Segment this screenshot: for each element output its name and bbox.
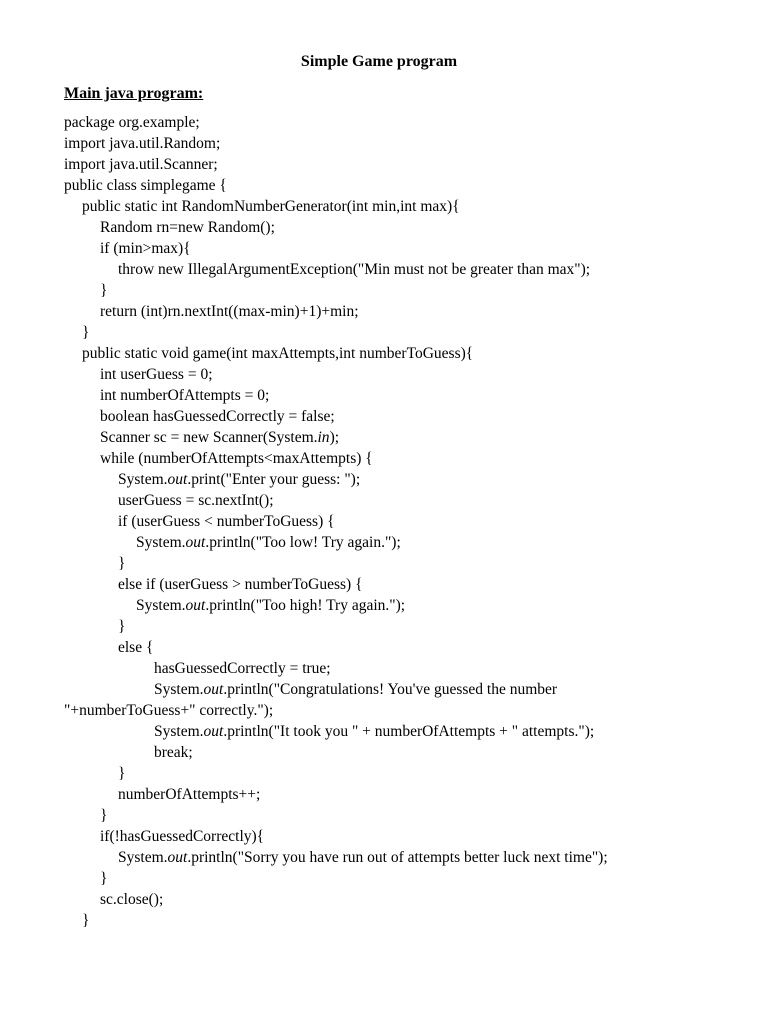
code-segment: if (userGuess < numberToGuess) { [118,513,335,530]
code-line [64,301,754,322]
code-segment: System. [154,723,204,740]
code-line [64,742,754,763]
document-title: Simple Game program [300,53,458,70]
code-line [64,826,754,847]
code-line [64,217,754,238]
code-segment: Scanner sc = new Scanner(System. [100,429,318,446]
code-line [64,658,754,679]
code-segment: sc.close(); [100,891,164,908]
code-segment: .println("Congratulations! You've guessed the number [223,681,558,698]
code-italic-segment: out [185,534,206,551]
code-segment: while (numberOfAttempts<maxAttempts) { [100,450,373,467]
code-line [64,784,754,805]
code-segment: return (int)rn.nextInt((max-min)+1)+min; [100,303,359,320]
code-segment: userGuess = sc.nextInt(); [118,492,274,509]
code-segment: import java.util.Scanner; [64,156,218,173]
code-line [64,679,754,700]
code-italic-segment: out [185,597,206,614]
code-segment: } [82,912,90,929]
code-segment: } [100,870,108,887]
code-segment: boolean hasGuessedCorrectly = false; [100,408,335,425]
code-block [64,112,754,931]
code-line [64,427,754,448]
code-line [64,385,754,406]
code-segment: import java.util.Random; [64,135,221,152]
code-line [64,700,754,721]
code-segment: System. [118,849,168,866]
code-italic-segment: out [203,723,224,740]
code-segment: } [118,618,126,635]
code-line [64,595,754,616]
code-line [64,490,754,511]
code-line [64,175,754,196]
code-segment: if(!hasGuessedCorrectly){ [100,828,265,845]
code-line [64,133,754,154]
code-line [64,406,754,427]
code-segment: .println("Sorry you have run out of attempts better luck next time"); [187,849,608,866]
code-segment: } [118,555,126,572]
code-segment: } [118,765,126,782]
code-segment: "+numberToGuess+" correctly."); [64,702,274,719]
code-line [64,511,754,532]
section-heading: Main java program: [64,85,204,102]
code-segment: numberOfAttempts++; [118,786,261,803]
code-line [64,364,754,385]
code-italic-segment: out [203,681,224,698]
code-italic-segment: out [167,849,188,866]
code-line [64,448,754,469]
code-segment: public static void game(int maxAttempts,int numberToGuess){ [82,345,474,362]
code-segment: .println("Too high! Try again."); [205,597,406,614]
code-segment: int numberOfAttempts = 0; [100,387,270,404]
code-line [64,238,754,259]
code-line [64,469,754,490]
code-segment: } [100,807,108,824]
code-line [64,721,754,742]
code-italic-segment: out [167,471,188,488]
code-line [64,910,754,931]
code-line [64,574,754,595]
code-segment: package org.example; [64,114,200,131]
code-segment: hasGuessedCorrectly = true; [154,660,331,677]
code-line [64,532,754,553]
code-line [64,154,754,175]
code-line [64,805,754,826]
code-line [64,847,754,868]
code-line [64,322,754,343]
code-segment: .print("Enter your guess: "); [187,471,361,488]
code-segment: System. [136,534,186,551]
code-segment: break; [154,744,193,761]
code-line [64,259,754,280]
code-line [64,343,754,364]
code-line [64,280,754,301]
code-segment: int userGuess = 0; [100,366,213,383]
code-segment: else { [118,639,154,656]
code-line [64,889,754,910]
code-segment: } [100,282,108,299]
code-line [64,112,754,133]
code-line [64,868,754,889]
code-segment: .println("Too low! Try again."); [205,534,401,551]
code-line [64,196,754,217]
code-line [64,553,754,574]
code-segment: public class simplegame { [64,177,227,194]
code-italic-segment: in [317,429,330,446]
code-segment: } [82,324,90,341]
code-line [64,616,754,637]
code-segment: public static int RandomNumberGenerator(int min,int max){ [82,198,460,215]
code-segment: ); [329,429,340,446]
code-segment: else if (userGuess > numberToGuess) { [118,576,363,593]
code-segment: throw new IllegalArgumentException("Min must not be greater than max"); [118,261,591,278]
code-segment: System. [154,681,204,698]
code-segment: if (min>max){ [100,240,191,257]
code-line [64,763,754,784]
code-segment: System. [136,597,186,614]
code-segment: .println("It took you " + numberOfAttempts + " attempts."); [223,723,595,740]
code-segment: Random rn=new Random(); [100,219,275,236]
code-segment: System. [118,471,168,488]
code-line [64,637,754,658]
